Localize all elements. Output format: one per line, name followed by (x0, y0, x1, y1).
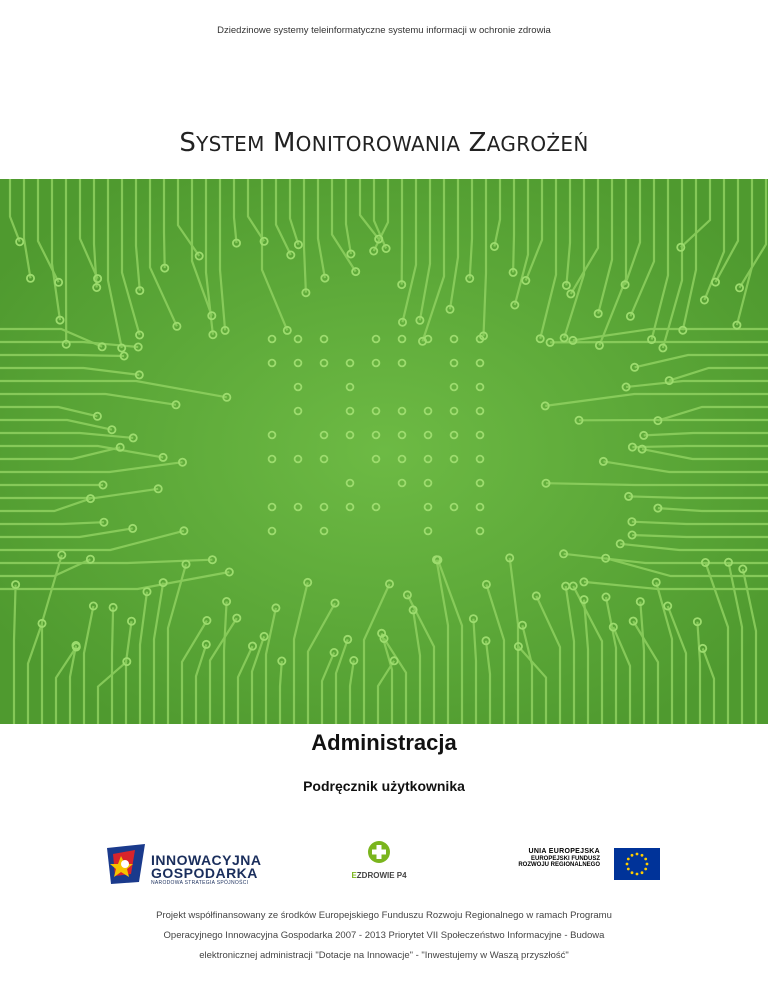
ig-line3: NARODOWA STRATEGIA SPÓJNOŚCI (151, 880, 249, 886)
ezdrowie-label (344, 871, 414, 880)
circuit-board-illustration (0, 179, 768, 724)
eu-star-icon (631, 871, 634, 874)
eu-star-icon (641, 854, 644, 857)
funding-line2: Operacyjnego Innowacyjna Gospodarka 2007 - 2013 Priorytet VII Społeczeństwo Informacyjne - Budowa (163, 930, 605, 941)
eu-star-icon (631, 854, 634, 857)
title-word1-rest: YSTEM (196, 132, 265, 156)
ezdrowie-prefix: E (351, 871, 357, 880)
ezdrowie-name: ZDROWIE P4 (356, 871, 407, 880)
section-title: Administracja (311, 730, 457, 755)
eu-star-icon (644, 868, 647, 871)
eu-text (488, 848, 600, 868)
title-word2-initial: M (272, 128, 296, 158)
ig-line1: INNOWACYJNA (151, 852, 262, 868)
eu-star-icon (627, 868, 630, 871)
funding-note (0, 906, 768, 966)
eu-line3: ROZWOJU REGIONALNEGO (518, 862, 600, 868)
title-word1-initial: S (179, 128, 197, 158)
eu-star-icon (641, 871, 644, 874)
circuit-trace (164, 179, 165, 268)
logo-strip (0, 838, 768, 890)
circuit-trace (632, 446, 768, 447)
circuit-trace (0, 355, 124, 356)
cover-image (0, 179, 768, 724)
eu-star-icon (646, 863, 649, 866)
running-header: Dziedzinowe systemy teleinformatyczne systemu informacji w ochronie zdrowia (217, 25, 551, 36)
ig-line2: GOSPODARKA (151, 865, 258, 881)
eu-line1: UNIA EUROPEJSKA (528, 848, 600, 855)
eu-line2: EUROPEJSKI FUNDUSZ (530, 856, 600, 862)
funding-line1: Projekt współfinansowany ze środków Europejskiego Funduszu Rozwoju Regionalnego w ramach Programu (156, 910, 612, 921)
eu-flag-icon (614, 848, 660, 880)
title-word3-initial: Z (468, 128, 487, 158)
funding-line3: elektronicznej administracji "Dotacje na Innowacje" - "Inwestujemy w Waszą przyszłość" (199, 950, 569, 961)
circuit-trace (513, 179, 514, 272)
document-title (0, 128, 768, 158)
section-subtitle: Podręcznik użytkownika (303, 778, 465, 794)
circuit-trace (112, 607, 113, 724)
eu-star-icon (627, 858, 630, 861)
title-word3-rest: AGROŻEŃ (486, 132, 589, 156)
medical-cross-icon (367, 840, 391, 864)
eu-star-icon (626, 863, 629, 866)
eu-star-icon (636, 873, 639, 876)
ezdrowie-logo (344, 840, 414, 880)
eu-star-icon (644, 858, 647, 861)
title-word2-rest: ONITOROWANIA (295, 132, 461, 156)
ig-emblem-icon (105, 842, 147, 886)
eu-star-icon (636, 853, 639, 856)
